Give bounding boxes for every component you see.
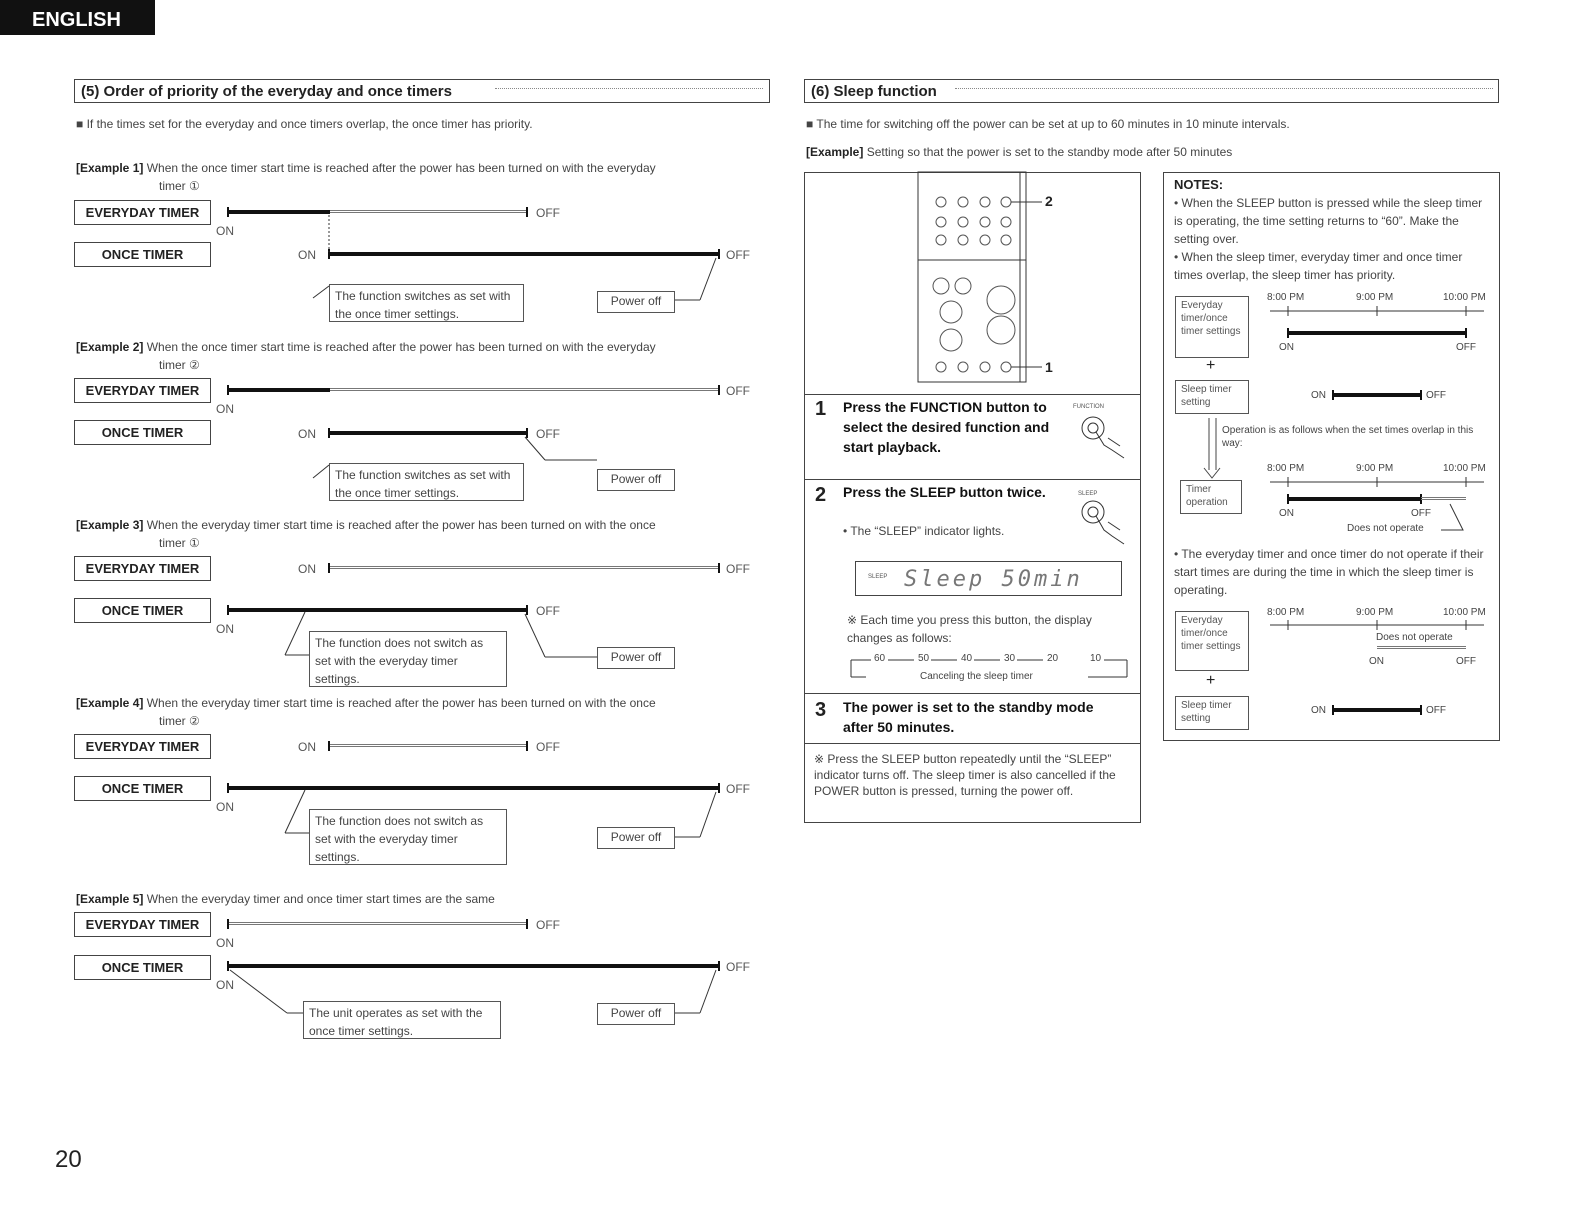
timer-operation-bar	[1288, 497, 1421, 501]
timeline-tick	[526, 428, 528, 438]
example-2-callout: The function switches as set with the once timer settings.	[329, 463, 524, 501]
once-timer-label: ONCE TIMER	[74, 598, 211, 623]
off-label: OFF	[726, 960, 750, 974]
off-label: OFF	[536, 740, 560, 754]
display-text: Sleep 50min	[904, 567, 1083, 592]
power-off-box: Power off	[597, 469, 675, 491]
timer-operation-box: Timer operation	[1180, 480, 1242, 514]
time-10pm: 10:00 PM	[1443, 463, 1486, 474]
sleep-setting-box: Sleep timer setting	[1175, 380, 1249, 414]
sleep-bar	[1333, 393, 1421, 397]
section-title-text: (6) Sleep function	[811, 83, 937, 100]
example-2-text: [Example 2] When the once timer start time is reached after the power has been turned on with the everyday timer ②	[76, 340, 656, 372]
timeline-tick	[1420, 705, 1422, 715]
sleep-setting-box: Sleep timer setting	[1175, 696, 1249, 730]
off-label: OFF	[726, 384, 750, 398]
everyday-bar	[228, 210, 330, 214]
on-label: ON	[1311, 390, 1326, 401]
everyday-once-settings-box: Everyday timer/once timer settings	[1175, 611, 1249, 671]
everyday-once-settings-box: Everyday timer/once timer settings	[1175, 296, 1249, 358]
step-2-sub: • The “SLEEP” indicator lights.	[843, 524, 1005, 538]
timeline-tick	[526, 919, 528, 929]
off-label: OFF	[726, 562, 750, 576]
example-4-callout: The function does not switch as set with the everyday timer settings.	[309, 809, 507, 865]
remote-callout-2: 2	[1045, 193, 1053, 209]
on-label: ON	[216, 402, 234, 416]
time-axis-c	[0, 0, 1, 1]
step-1-number: 1	[815, 398, 827, 420]
time-9pm: 9:00 PM	[1356, 292, 1394, 303]
timeline-tick	[1332, 390, 1334, 400]
cycle-diagram	[848, 652, 1128, 682]
off-label: OFF	[726, 782, 750, 796]
off-label: OFF	[536, 604, 560, 618]
on-label: ON	[298, 562, 316, 576]
sleep-example: [Example] Setting so that the power is set to the standby mode after 50 minutes	[806, 145, 1233, 159]
off-label: OFF	[1456, 342, 1476, 353]
example-3-callout: The function does not switch as set with the everyday timer settings.	[309, 631, 507, 687]
everyday-dashed	[330, 210, 526, 213]
example-4-text: [Example 4] When the everyday timer start time is reached after the power has been turned on with the once timer ②	[76, 696, 656, 728]
off-label: OFF	[536, 427, 560, 441]
display-sleep-indicator: SLEEP	[868, 574, 888, 580]
step-1-text: Press the FUNCTION button to select the desired function and start playback.	[843, 399, 1050, 455]
once-bar	[329, 431, 527, 435]
timeline-tick	[1332, 705, 1334, 715]
cancel-note: Canceling the sleep timer	[920, 671, 1033, 682]
power-off-box: Power off	[597, 1003, 675, 1025]
step-divider	[804, 394, 1141, 395]
step-divider	[804, 693, 1141, 694]
on-label: ON	[216, 224, 234, 238]
on-label: ON	[1279, 342, 1294, 353]
off-label: OFF	[726, 248, 750, 262]
note-1: • When the SLEEP button is pressed while the sleep timer is operating, the time setting returns to “60”. Make the setting over.	[1174, 196, 1483, 246]
example-1-callout: The function switches as set with the once timer settings.	[329, 284, 524, 322]
section-title-sleep	[804, 79, 1499, 103]
step-2-number: 2	[815, 484, 827, 506]
timer-inactive-dashed	[1421, 497, 1466, 500]
time-10pm: 10:00 PM	[1443, 292, 1486, 303]
on-label: ON	[216, 936, 234, 950]
timeline-tick	[718, 563, 720, 573]
note-3: • The everyday timer and once timer do not operate if their start times are during the time in which the sleep timer is operating.	[1174, 547, 1484, 597]
everyday-timer-label: EVERYDAY TIMER	[74, 200, 211, 225]
time-8pm: 8:00 PM	[1267, 292, 1305, 303]
overlap-operation-note: Operation is as follows when the set times overlap in this way:	[1222, 425, 1474, 449]
time-10pm: 10:00 PM	[1443, 607, 1486, 618]
off-label: OFF	[1411, 508, 1431, 519]
step-divider	[804, 743, 1141, 744]
on-label: ON	[216, 622, 234, 636]
cycle-30: 30	[1004, 653, 1016, 664]
timeline-tick	[1287, 494, 1289, 504]
time-8pm: 8:00 PM	[1267, 463, 1305, 474]
function-icon-label: FUNCTION	[1073, 404, 1104, 410]
timeline-tick	[1465, 328, 1467, 338]
timeline-tick	[526, 741, 528, 751]
timeline-tick	[526, 207, 528, 217]
remote-callout-1: 1	[1045, 359, 1053, 375]
once-timer-label: ONCE TIMER	[74, 242, 211, 267]
page-number: 20	[55, 1146, 82, 1173]
everyday-dashed	[330, 566, 718, 569]
everyday-once-dashed	[1377, 646, 1466, 649]
power-off-box: Power off	[597, 647, 675, 669]
once-bar	[329, 252, 719, 256]
example-5-text: [Example 5] When the everyday timer and once timer start times are the same	[76, 892, 495, 906]
everyday-dashed	[229, 922, 526, 925]
off-label: OFF	[536, 206, 560, 220]
cycle-60: 60	[874, 653, 886, 664]
cycle-10: 10	[1090, 653, 1102, 664]
everyday-dashed	[330, 388, 718, 391]
section-title-priority	[74, 79, 770, 103]
sleep-intro: ■ The time for switching off the power can be set at up to 60 minutes in 10 minute intervals.	[806, 117, 1290, 131]
time-9pm: 9:00 PM	[1356, 607, 1394, 618]
notes-title: NOTES:	[1174, 177, 1224, 192]
plus-sign: +	[1206, 357, 1216, 374]
once-timer-label: ONCE TIMER	[74, 420, 211, 445]
time-8pm: 8:00 PM	[1267, 607, 1305, 618]
section-title-text: (5) Order of priority of the everyday and once timers	[81, 83, 452, 100]
sleep-footnote: ※ Press the SLEEP button repeatedly until the “SLEEP” indicator turns off. The sleep timer is also cancelled if the POWER button is pressed, turning the power off.	[814, 752, 1116, 798]
step-2-text: Press the SLEEP button twice.	[843, 484, 1046, 500]
everyday-timer-label: EVERYDAY TIMER	[74, 378, 211, 403]
timeline-tick	[1287, 328, 1289, 338]
on-label: ON	[298, 427, 316, 441]
example-1-text: [Example 1] When the once timer start time is reached after the power has been turned on with the everyday timer ①	[76, 161, 656, 193]
everyday-dashed	[330, 744, 526, 747]
priority-intro: ■ If the times set for the everyday and once timers overlap, the once timer has priority.	[76, 117, 533, 131]
on-label: ON	[1369, 656, 1384, 667]
timeline-tick	[718, 783, 720, 793]
step-3-text: The power is set to the standby mode after 50 minutes.	[843, 699, 1094, 735]
sleep-bar	[1333, 708, 1421, 712]
on-label: ON	[1279, 508, 1294, 519]
sleep-icon-label: SLEEP	[1078, 491, 1098, 497]
language-tab: ENGLISH	[0, 0, 155, 35]
timeline-tick	[1420, 390, 1422, 400]
once-bar	[228, 608, 528, 612]
on-label: ON	[298, 248, 316, 262]
off-label: OFF	[536, 918, 560, 932]
power-off-box: Power off	[597, 827, 675, 849]
on-label: ON	[216, 800, 234, 814]
cycle-note: ※ Each time you press this button, the display changes as follows:	[847, 613, 1092, 645]
example-5-callout: The unit operates as set with the once timer settings.	[303, 1001, 501, 1039]
example-3-text: [Example 3] When the everyday timer start time is reached after the power has been turned on with the once timer ①	[76, 518, 656, 550]
off-label: OFF	[1426, 390, 1446, 401]
cycle-20: 20	[1047, 653, 1059, 664]
timeline-tick	[526, 605, 528, 615]
off-label: OFF	[1426, 705, 1446, 716]
on-label: ON	[1311, 705, 1326, 716]
step-divider	[804, 479, 1141, 480]
on-label: ON	[216, 978, 234, 992]
cycle-50: 50	[918, 653, 930, 664]
sleep-display	[855, 561, 1122, 596]
plus-sign: +	[1206, 672, 1216, 689]
everyday-timer-label: EVERYDAY TIMER	[74, 912, 211, 937]
timeline-tick	[718, 385, 720, 395]
does-not-operate-label: Does not operate	[1376, 632, 1453, 643]
cycle-40: 40	[961, 653, 973, 664]
everyday-bar	[228, 388, 330, 392]
once-timer-label: ONCE TIMER	[74, 955, 211, 980]
everyday-timer-label: EVERYDAY TIMER	[74, 556, 211, 581]
once-bar	[228, 964, 718, 968]
timeline-tick	[718, 249, 720, 259]
power-off-box: Power off	[597, 291, 675, 313]
everyday-timer-label: EVERYDAY TIMER	[74, 734, 211, 759]
time-9pm: 9:00 PM	[1356, 463, 1394, 474]
off-label: OFF	[1456, 656, 1476, 667]
timeline-tick	[718, 961, 720, 971]
once-timer-label: ONCE TIMER	[74, 776, 211, 801]
step-3-number: 3	[815, 699, 827, 721]
on-label: ON	[298, 740, 316, 754]
note-2: • When the sleep timer, everyday timer and once timer times overlap, the sleep timer has priority.	[1174, 250, 1463, 282]
once-bar	[228, 786, 718, 790]
everyday-once-bar	[1288, 331, 1466, 335]
does-not-operate-label: Does not operate	[1347, 523, 1424, 534]
